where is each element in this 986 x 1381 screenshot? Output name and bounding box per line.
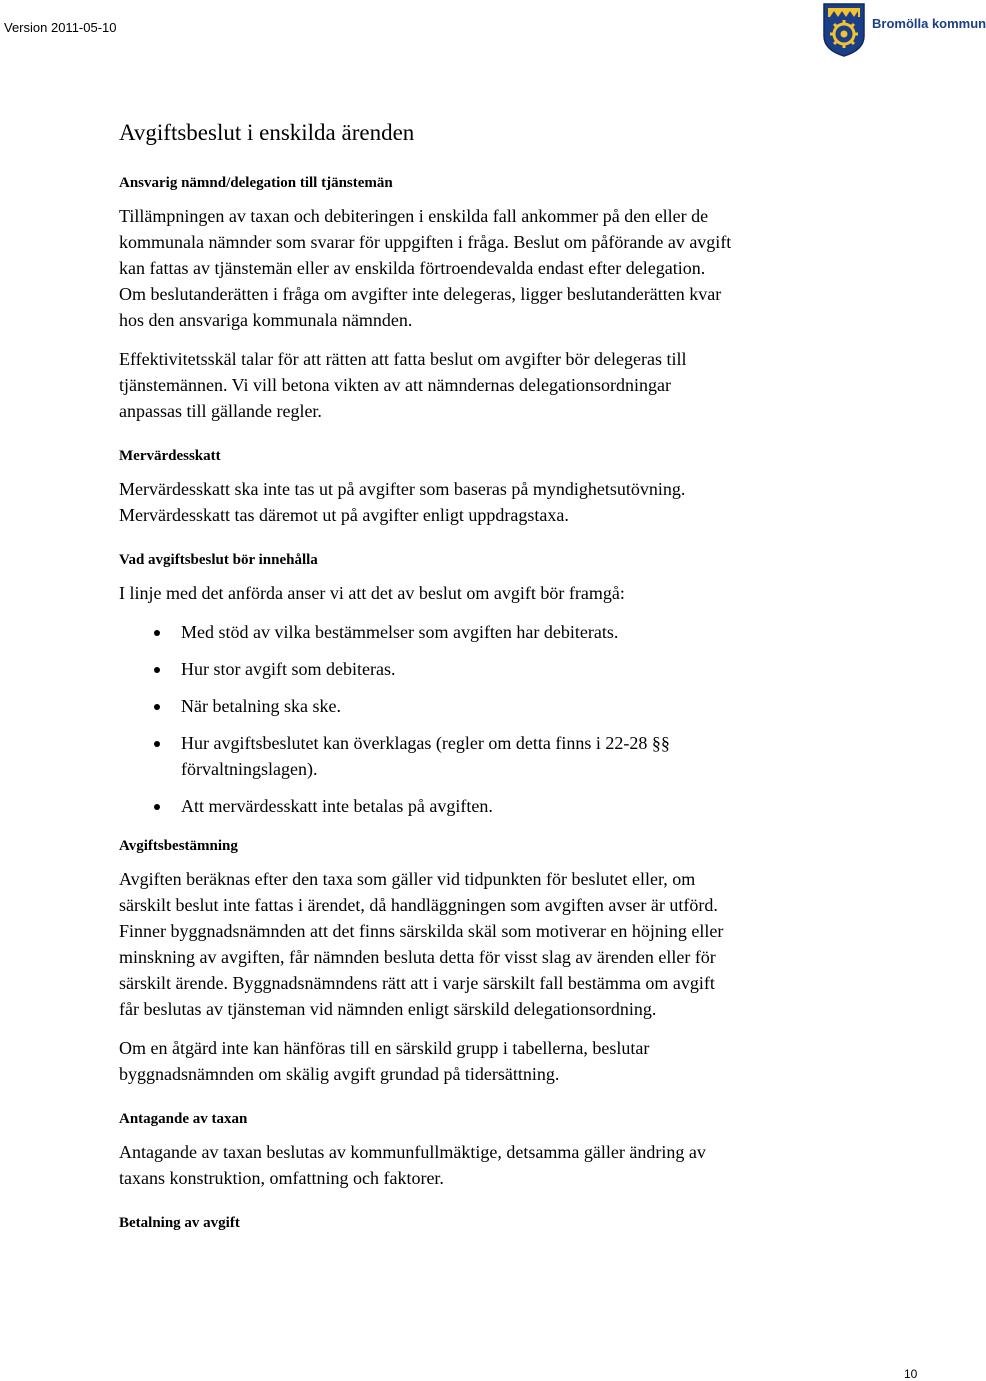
page-number: 10 — [904, 1367, 918, 1381]
paragraph-moms: Mervärdesskatt ska inte tas ut på avgifter som baseras på myndighetsutövning. Mervärdesskatt tas däremot ut på avgifter enligt uppdragstaxa. — [119, 479, 686, 525]
paragraph-bestamning-1: Avgiften beräknas efter den taxa som gäller vid tidpunkten för beslutet eller, om särskilt beslut inte fattas i ärendet, då handläggningen som avgiften avser är utförd. Finner byggnadsnämnden att det finns särskilda skäl som motiverar en höjning eller minskning av avgiften, får nämnden besluta detta för visst slag av ärenden eller för särskilt ärende. Byggnadsnämndens rätt att i varje särskilt fall bestämma om avgift får beslutas av tjänsteman vid nämnden enligt särskild delegationsordning. — [119, 869, 724, 1019]
version-label: Version 2011-05-10 — [4, 20, 117, 35]
bullet-icon — [154, 667, 160, 673]
list-item: Hur avgiftsbeslutet kan överklagas (regler om detta finns i 22-28 §§ förvaltningslagen). — [119, 730, 734, 782]
logo-text: Bromölla kommun — [872, 16, 986, 31]
paragraph-bestamning-2: Om en åtgärd inte kan hänföras till en särskild grupp i tabellerna, beslutar byggnadsnämnden om skälig avgift grundad på tidersättning. — [119, 1038, 650, 1084]
municipality-logo — [822, 2, 986, 58]
bullet-icon — [154, 804, 160, 810]
paragraph-ansvar-2: Effektivitetsskäl talar för att rätten att fatta beslut om avgifter bör delegeras till tjänstemännen. Vi vill betona vikten av att nämndernas delegationsordningar anpassas till gällande regler. — [119, 349, 687, 421]
bullet-list — [119, 619, 734, 819]
bullet-icon — [154, 704, 160, 710]
heading-ansvar: Ansvarig nämnd/delegation till tjänstemän — [119, 175, 393, 191]
document-body — [119, 118, 734, 1243]
paragraph-ansvar-1: Tillämpningen av taxan och debiteringen i enskilda fall ankommer på den eller de kommunala nämnder som svarar för uppgiften i fråga. Beslut om påförande av avgift kan fattas av tjänstemän eller av enskilda förtroendevalda endast efter delegation. Om beslutanderätten i fråga om avgifter inte delegeras, ligger beslutanderätten kvar hos den ansvariga kommunala nämnden. — [119, 206, 732, 330]
heading-bestamning: Avgiftsbestämning — [119, 838, 238, 854]
list-item: Med stöd av vilka bestämmelser som avgiften har debiterats. — [119, 619, 734, 645]
bullet-icon — [154, 741, 160, 747]
paragraph-antagande: Antagande av taxan beslutas av kommunfullmäktige, detsamma gäller ändring av taxans konstruktion, omfattning och faktorer. — [119, 1142, 706, 1188]
coat-of-arms-icon — [822, 2, 866, 58]
paragraph-innehall-intro: I linje med det anförda anser vi att det av beslut om avgift bör framgå: — [119, 583, 625, 603]
list-item: Att mervärdesskatt inte betalas på avgiften. — [119, 793, 734, 819]
heading-betalning: Betalning av avgift — [119, 1215, 240, 1231]
heading-moms: Mervärdesskatt — [119, 448, 221, 464]
bullet-icon — [154, 630, 160, 636]
heading-antagande: Antagande av taxan — [119, 1111, 248, 1127]
list-item: Hur stor avgift som debiteras. — [119, 656, 734, 682]
list-item: När betalning ska ske. — [119, 693, 734, 719]
document-title: Avgiftsbeslut i enskilda ärenden — [119, 120, 415, 145]
heading-innehall: Vad avgiftsbeslut bör innehålla — [119, 552, 318, 568]
